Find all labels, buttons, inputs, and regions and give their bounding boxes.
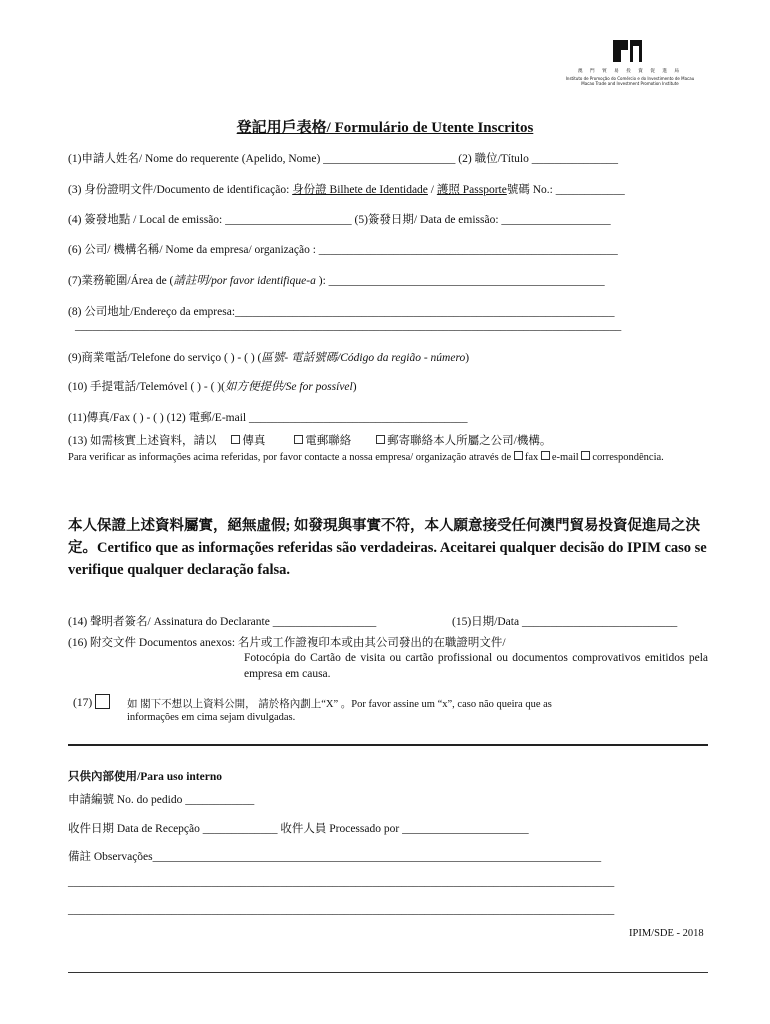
logo-portuguese-name: Instituto de Promoção do Comércio e do Investimento de Macau bbox=[565, 76, 695, 81]
checkbox-fax[interactable] bbox=[231, 435, 265, 447]
field-request-number[interactable]: 申請編號 No. do pedido ____________ bbox=[68, 794, 255, 806]
ipim-logo-mark bbox=[613, 38, 643, 64]
field-date[interactable]: (15)日期/Data ___________________________ bbox=[452, 616, 678, 628]
paren: ) bbox=[465, 352, 470, 364]
checkbox-fax-label: 傳真 bbox=[242, 435, 266, 447]
checkbox-email-pt[interactable]: e-mail bbox=[551, 452, 579, 463]
field-business-phone[interactable] bbox=[68, 349, 469, 365]
mobile-phone-label: (10) 手提電話/Telemóvel ( ) - ( )( bbox=[68, 381, 225, 393]
field-identification[interactable] bbox=[68, 181, 625, 197]
ipim-logo bbox=[565, 38, 695, 88]
field-observations[interactable]: 備註 Observações______________________________________________________________________________ bbox=[68, 851, 602, 863]
field-requester-name[interactable]: (1)申請人姓名/ Nome do requerente (Apelido, Nome) _______________________ (2) 職位/Título _______________ bbox=[68, 153, 619, 165]
footer-divider bbox=[68, 972, 708, 973]
logo-chinese-name: 澳 門 貿 易 投 資 促 進 局 bbox=[577, 69, 683, 74]
checkbox-email-label: 電郵聯絡 bbox=[305, 435, 352, 447]
business-area-label: (7)業務範圍/Área de ( bbox=[68, 275, 174, 287]
field-issue-place-date[interactable]: (4) 簽發地點 / Local de emissão: ______________________ (5)簽發日期/ Data de emissão: ___________________ bbox=[68, 214, 611, 226]
checkbox-mail[interactable] bbox=[376, 435, 551, 447]
field-contact-method bbox=[68, 432, 551, 448]
identification-label: (3) 身份證明文件/Documento de identificação: bbox=[68, 184, 293, 196]
business-area-blank: ): ________________________________________________ bbox=[315, 275, 605, 287]
observations-line2[interactable]: _______________________________________________________________________________________________ bbox=[68, 904, 615, 916]
form-title: 登記用戶表格/ Formulário de Utente Inscritos bbox=[236, 120, 534, 136]
field-mobile-phone[interactable] bbox=[68, 378, 357, 394]
privacy-text-line2: informações em cima sejam divulgadas. bbox=[127, 712, 296, 723]
field-signature[interactable]: (14) 聲明者簽名/ Assinatura do Declarante __________________ bbox=[68, 616, 377, 628]
logo-english-name: Macao Trade and Investment Promotion Institute bbox=[581, 81, 679, 86]
option-passport[interactable]: 護照 Passporte bbox=[436, 184, 507, 196]
attachments-description: Fotocópia do Cartão de visita ou cartão profissional ou documentos comprovativos emitidos pela empresa em causa. bbox=[244, 652, 708, 680]
checkbox-email[interactable] bbox=[294, 435, 351, 447]
field-attachments: (16) 附交文件 Documentos anexos: 名片或工作證複印本或由其公司發出的在職證明文件/ bbox=[68, 637, 506, 649]
privacy-checkbox[interactable] bbox=[95, 694, 110, 709]
field-business-area[interactable] bbox=[68, 272, 605, 288]
business-phone-label: (9)商業電話/Telefone do serviço ( ) - ( ) ( bbox=[68, 352, 262, 364]
privacy-text: 如 閣下不想以上資料公開， 請於格內劃上“X” 。Por favor assine um “x”, caso não queira que as bbox=[127, 699, 552, 710]
checkbox-correspondence-pt[interactable]: correspondência. bbox=[592, 452, 664, 463]
privacy-label: (17) bbox=[73, 697, 93, 709]
field-privacy-optout bbox=[73, 694, 110, 709]
form-code: IPIM/SDE - 2018 bbox=[629, 928, 704, 939]
separator: / bbox=[427, 184, 437, 196]
contact-pt-text: Para verificar as informações acima referidas, por favor contacte a nossa empresa/ organização através de bbox=[68, 452, 514, 463]
business-area-hint: 請註明/por favor identifique-a bbox=[173, 275, 316, 287]
contact-method-label: (13) 如需核實上述資料，請以 bbox=[68, 435, 220, 447]
observations-line1[interactable]: _______________________________________________________________________________________________ bbox=[68, 876, 615, 888]
field-receipt-date[interactable]: 收件日期 Data de Recepção _____________ 收件人員 Processado por ______________________ bbox=[68, 823, 529, 835]
field-company-address-line2[interactable]: _______________________________________________________________________________________________ bbox=[75, 320, 622, 332]
paren: ) bbox=[352, 381, 357, 393]
document-number-label: 號碼 No.: ____________ bbox=[506, 184, 625, 196]
business-phone-hint: 區號- 電話號碼/Código da região - número bbox=[261, 352, 466, 364]
field-company-name[interactable]: (6) 公司/ 機構名稱/ Nome da empresa/ organização : ____________________________________________________ bbox=[68, 244, 618, 256]
option-identity-card[interactable]: 身份證 Bilhete de Identidade bbox=[292, 184, 428, 196]
field-fax-email[interactable]: (11)傳真/Fax ( ) - ( ) (12) 電郵/E-mail ______________________________________ bbox=[68, 412, 468, 424]
divider bbox=[68, 744, 708, 746]
internal-use-title: 只供內部使用/Para uso interno bbox=[68, 771, 222, 783]
checkbox-fax-pt[interactable]: fax bbox=[524, 452, 541, 463]
field-company-address[interactable]: (8) 公司地址/Endereço da empresa:__________________________________________________________________ bbox=[68, 306, 615, 318]
mobile-phone-hint: 如方便提供/Se for possível bbox=[224, 381, 353, 393]
checkbox-mail-label: 郵寄聯絡本人所屬之公司/機構。 bbox=[387, 435, 552, 447]
contact-method-portuguese bbox=[68, 450, 708, 465]
declaration-statement: 本人保證上述資料屬實，絕無虛假; 如發現與事實不符，本人願意接受任何澳門貿易投資促進局之決定。Certifico que as informações referidas são verdadeiras. Aceitarei qualquer decisão do IPIM caso se verifique qualquer declaração falsa. bbox=[68, 518, 707, 578]
